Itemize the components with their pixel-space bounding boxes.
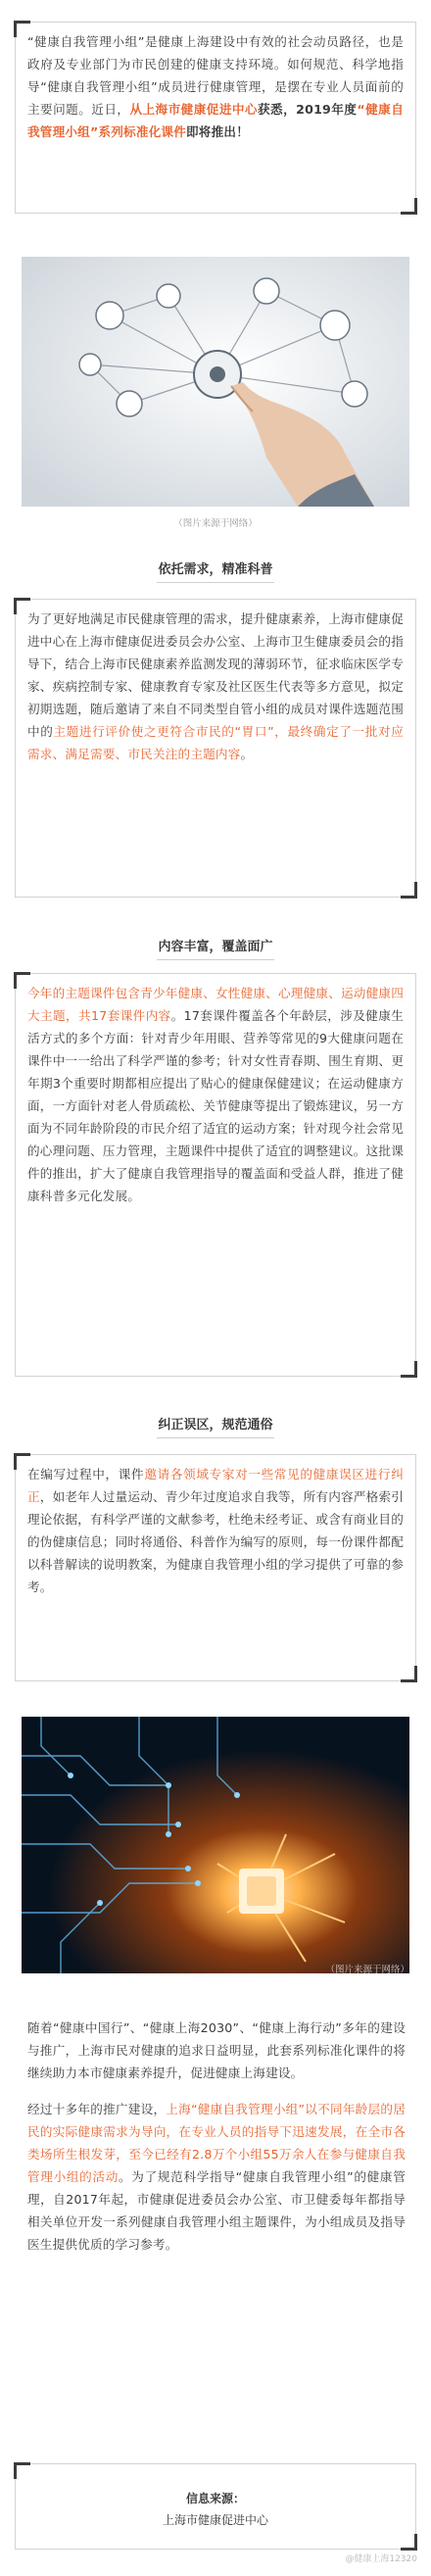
section1-paragraph [27, 608, 404, 765]
section3-title-wrap [0, 1414, 431, 1433]
section1-title-wrap [0, 559, 431, 577]
closing-p2-text-b: 。为了规范科学指导“健康自我管理小组”的健康管理，自2017年起，市健康促进委员会办公室、市卫健委每年都指导相关单位开发一系列健康自我管理小组主题课件，为小组成员及指导医生提供优质的学习参考。 [27, 2169, 407, 2252]
section3-title: 纠正误区，规范通俗 [158, 1418, 273, 1433]
closing-p2-text-a: 经过十多年的推广建设， [27, 2102, 167, 2116]
intro-highlight-center: 从上海市健康促进中心 [129, 102, 258, 117]
section2-title: 内容丰富，覆盖面广 [158, 940, 273, 954]
watermark: @健康上海12320 [345, 2554, 417, 2564]
source-org: 上海市健康促进中心 [162, 2513, 268, 2527]
intro-text-b: 获悉，2019年度 [257, 102, 358, 117]
section2-box [15, 973, 416, 1377]
section1-highlight: 主题进行评价使之更符合市民的“胃口”，最终确定了一批对应需求、满足需要、市民关注的主题内容 [27, 724, 404, 761]
intro-text-a: “健康自我管理小组”是健康上海建设中有效的社会动员路径，也是政府及专业部门为市民创建的健康支持环境。如何规范、科学地指导“健康自我管理小组”成员进行健康管理，是摆在专业人员面前的主要问题。近日， [27, 34, 404, 117]
section3-text-b: ，如老年人过量运动、青少年过度追求自我等，所有内容严格索引理论依据，有科学严谨的文献参考，杜绝未经考证、或含有商业目的的伪健康信息；同时将通俗、科普作为编写的原则，每一份课件都配以科普解读的说明教案，为健康自我管理小组的学习提供了可靠的参考。 [27, 1489, 404, 1594]
section2-title-wrap [0, 936, 431, 954]
closing-section [27, 2017, 406, 2269]
section1-box [15, 599, 416, 898]
circuit-chip-glow [22, 1717, 409, 1973]
section1-title: 依托需求，精准科普 [158, 562, 273, 577]
intro-paragraph [27, 30, 404, 143]
corner-decoration [14, 2462, 30, 2479]
section2-paragraph [27, 982, 404, 1207]
intro-highlight-courseware: “健康自我管理小组”系列标准化课件 [27, 102, 405, 139]
section3-highlight: 邀请各领域专家对一些常见的健康误区进行纠正 [27, 1467, 404, 1504]
intro-text-c: 即将推出！ [186, 124, 249, 139]
corner-decoration [401, 2534, 417, 2551]
section1-text-end: 。 [240, 747, 254, 761]
image2-caption: （图片来源于网络） [325, 1965, 409, 1975]
section2-underline [157, 959, 274, 960]
section1-underline [157, 582, 274, 583]
closing-paragraph-1: 随着“健康中国行”、“健康上海2030”、“健康上海行动”多年的建设与推广，上海市民对健康的追求日益明显，此套系列标准化课件的将继续助力本市健康素养提升，促进健康上海建设。 [27, 2020, 406, 2080]
closing-p2-highlight: 上海“健康自我管理小组”以不同年龄层的居民的实际健康需求为导向，在专业人员的指导下迅速发展，在全市各类场所生根发芽，至今已经有2.8万个小组55万余人在参与健康自我管理小组的活动 [27, 2102, 406, 2184]
section3-underline [157, 1437, 274, 1438]
circuit-chip-image [22, 1717, 409, 1973]
section2-highlight: 今年的主题课件包含青少年健康、女性健康、心理健康、运动健康四大主题，共17套课件内容 [27, 986, 404, 1023]
intro-box [15, 22, 416, 214]
fingertip-touch-network-icons [22, 257, 409, 507]
section3-text-a: 在编写过程中，课件 [27, 1467, 145, 1482]
section3-box [15, 1454, 416, 1681]
source-label: 信息来源： [185, 2492, 245, 2505]
section2-text: 。17套课件覆盖各个年龄层，涉及健康生活方式的多个方面：针对青少年用眼、营养等常见的9大健康问题在课件中一一给出了科学严谨的参考；针对女性青春期、围生育期、更年期3个重要时期都相应提出了贴心的健康保健建议；在运动健康方面，一方面针对老人骨质疏松、关节健康等提出了锻炼建议，另一方面为不同年龄阶段的市民介绍了适宜的运动方案；针对现今社会常见的心理问题、压力管理，主题课件中提供了适宜的调整建议。这批课件的推出，扩大了健康自我管理指导的覆盖面和受益人群，推进了健康科普多元化发展。 [27, 1008, 404, 1203]
hand-touch-network-image [22, 257, 409, 507]
image1-caption: （图片来源于网络） [173, 518, 258, 529]
section1-text: 为了更好地满足市民健康管理的需求，提升健康素养，上海市健康促进中心在上海市健康促进委员会办公室、上海市卫生健康委员会的指导下，结合上海市民健康素养监测发现的薄弱环节，征求临床医学专家、疾病控制专家、健康教育专家及社区医生代表等多方意见，拟定初期选题，随后邀请了来自不同类型自管小组的成员对课件选题范围中的 [27, 611, 404, 739]
section3-paragraph [27, 1463, 404, 1598]
closing-paragraph-2 [27, 2098, 406, 2256]
source-box [15, 2463, 416, 2550]
